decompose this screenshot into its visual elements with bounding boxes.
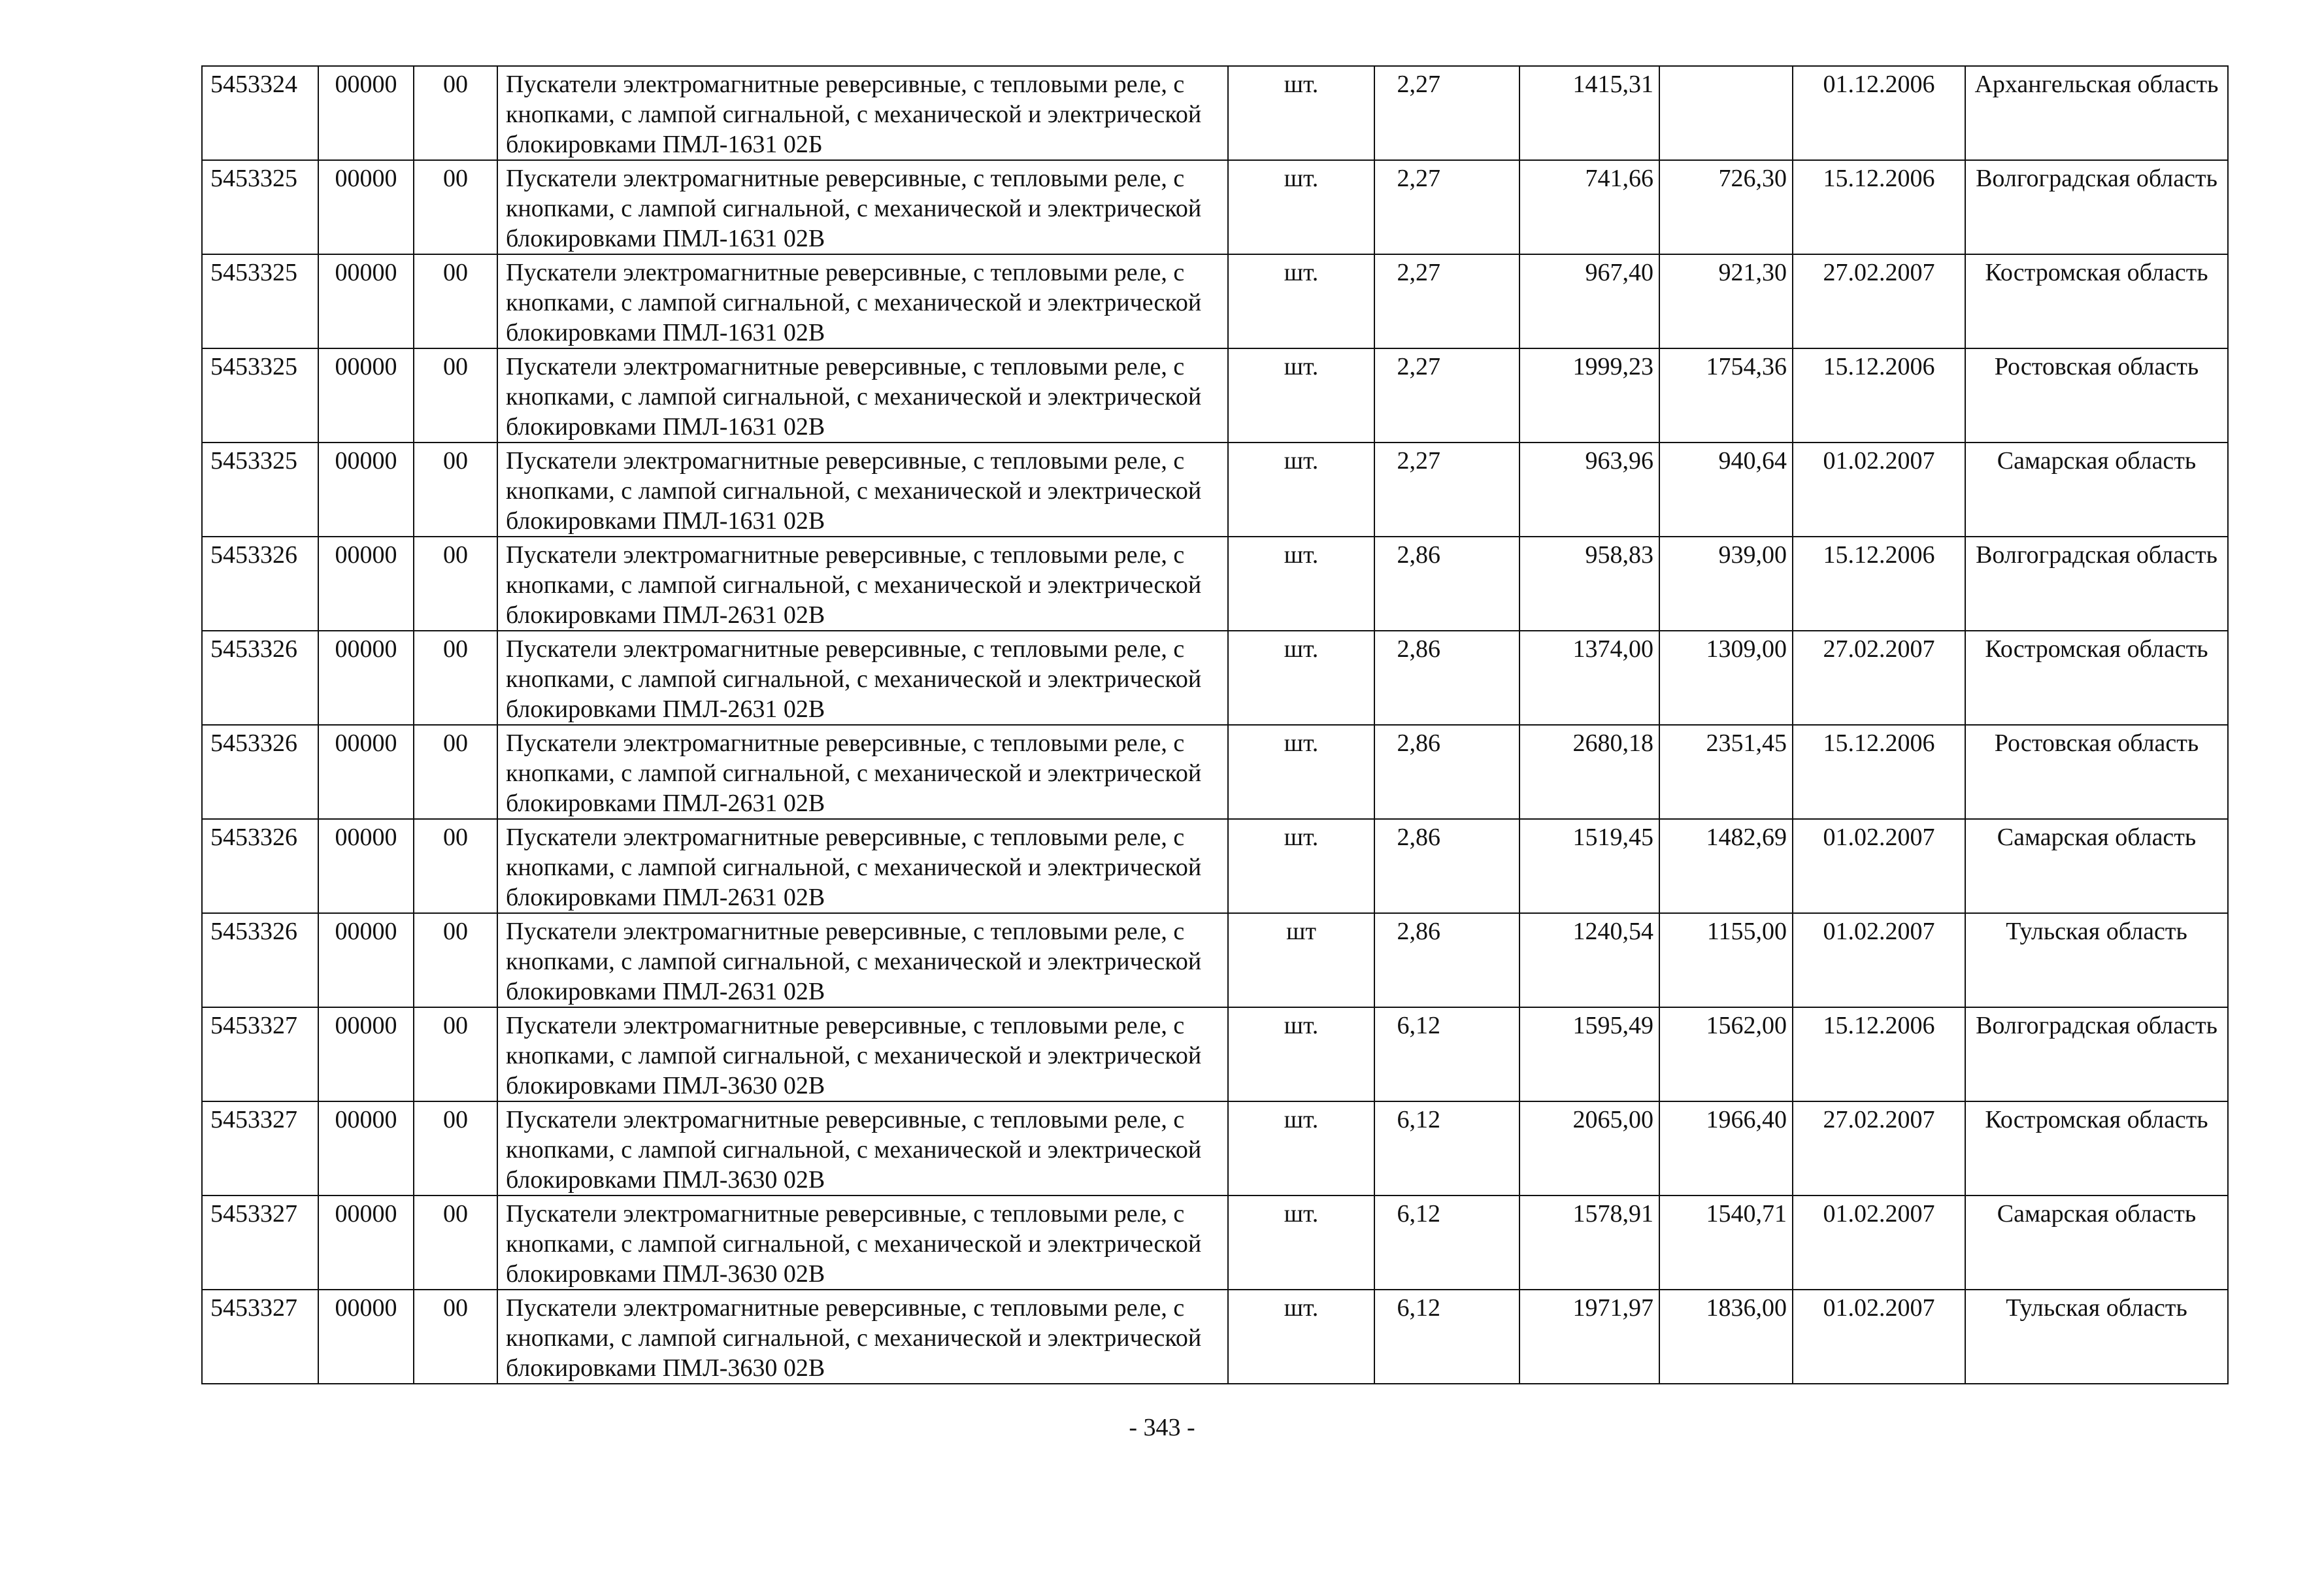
unit-cell: шт. <box>1228 1101 1374 1196</box>
price-alt-cell: 1836,00 <box>1659 1290 1793 1384</box>
price-cell: 1578,91 <box>1519 1196 1659 1290</box>
subcode-cell: 00000 <box>318 66 414 160</box>
product-code-cell: 5453326 <box>202 725 318 819</box>
subcode-cell: 00000 <box>318 254 414 348</box>
price-cell: 958,83 <box>1519 537 1659 631</box>
table-row <box>202 1007 2228 1101</box>
subcode-cell: 00000 <box>318 1007 414 1101</box>
table-row <box>202 348 2228 443</box>
quantity-cell: 6,12 <box>1374 1007 1519 1101</box>
product-name-cell: Пускатели электромагнитные реверсивные, с тепловыми реле, с кнопками, с лампой сигнальной, с механической и электрической блокировками ПМЛ-2631 02В <box>497 537 1228 631</box>
unit-cell: шт. <box>1228 160 1374 254</box>
price-alt-cell: 921,30 <box>1659 254 1793 348</box>
table-row <box>202 1196 2228 1290</box>
price-cell: 1519,45 <box>1519 819 1659 913</box>
product-name-cell: Пускатели электромагнитные реверсивные, с тепловыми реле, с кнопками, с лампой сигнальной, с механической и электрической блокировками ПМЛ-3630 02В <box>497 1196 1228 1290</box>
product-code-cell: 5453325 <box>202 348 318 443</box>
table-row <box>202 443 2228 537</box>
subcode-cell: 00000 <box>318 913 414 1007</box>
price-cell: 1595,49 <box>1519 1007 1659 1101</box>
subcode-cell: 00000 <box>318 443 414 537</box>
table-row <box>202 1101 2228 1196</box>
product-name-cell: Пускатели электромагнитные реверсивные, с тепловыми реле, с кнопками, с лампой сигнальной, с механической и электрической блокировками ПМЛ-3630 02В <box>497 1290 1228 1384</box>
quantity-cell: 6,12 <box>1374 1196 1519 1290</box>
table-row <box>202 160 2228 254</box>
product-name-cell: Пускатели электромагнитные реверсивные, с тепловыми реле, с кнопками, с лампой сигнальной, с механической и электрической блокировками ПМЛ-1631 02В <box>497 254 1228 348</box>
date-cell: 01.12.2006 <box>1793 66 1965 160</box>
table-row <box>202 1290 2228 1384</box>
product-name-cell: Пускатели электромагнитные реверсивные, с тепловыми реле, с кнопками, с лампой сигнальной, с механической и электрической блокировками ПМЛ-3630 02В <box>497 1007 1228 1101</box>
product-code-cell: 5453327 <box>202 1290 318 1384</box>
product-code-cell: 5453326 <box>202 819 318 913</box>
unit-cell: шт. <box>1228 254 1374 348</box>
product-name-cell: Пускатели электромагнитные реверсивные, с тепловыми реле, с кнопками, с лампой сигнальной, с механической и электрической блокировками ПМЛ-3630 02В <box>497 1101 1228 1196</box>
quantity-cell: 2,86 <box>1374 537 1519 631</box>
unit-cell: шт. <box>1228 1196 1374 1290</box>
quantity-cell: 2,86 <box>1374 725 1519 819</box>
subcode2-cell: 00 <box>414 1290 497 1384</box>
unit-cell: шт. <box>1228 1290 1374 1384</box>
table-row <box>202 537 2228 631</box>
date-cell: 15.12.2006 <box>1793 348 1965 443</box>
product-code-cell: 5453324 <box>202 66 318 160</box>
subcode2-cell: 00 <box>414 160 497 254</box>
quantity-cell: 6,12 <box>1374 1101 1519 1196</box>
product-name-cell: Пускатели электромагнитные реверсивные, с тепловыми реле, с кнопками, с лампой сигнальной, с механической и электрической блокировками ПМЛ-1631 02В <box>497 443 1228 537</box>
page-number: - 343 - <box>1129 1414 1195 1441</box>
subcode2-cell: 00 <box>414 348 497 443</box>
subcode2-cell: 00 <box>414 1101 497 1196</box>
quantity-cell: 6,12 <box>1374 1290 1519 1384</box>
price-alt-cell: 1482,69 <box>1659 819 1793 913</box>
date-cell: 27.02.2007 <box>1793 254 1965 348</box>
price-cell: 1971,97 <box>1519 1290 1659 1384</box>
subcode2-cell: 00 <box>414 443 497 537</box>
table-row <box>202 66 2228 160</box>
price-cell: 1374,00 <box>1519 631 1659 725</box>
region-cell: Самарская область <box>1965 1196 2228 1290</box>
price-cell: 2065,00 <box>1519 1101 1659 1196</box>
subcode-cell: 00000 <box>318 725 414 819</box>
subcode-cell: 00000 <box>318 631 414 725</box>
date-cell: 01.02.2007 <box>1793 1196 1965 1290</box>
product-name-cell: Пускатели электромагнитные реверсивные, с тепловыми реле, с кнопками, с лампой сигнальной, с механической и электрической блокировками ПМЛ-1631 02В <box>497 160 1228 254</box>
region-cell: Архангельская область <box>1965 66 2228 160</box>
unit-cell: шт. <box>1228 725 1374 819</box>
table-row <box>202 631 2228 725</box>
price-alt-cell: 1155,00 <box>1659 913 1793 1007</box>
price-cell: 967,40 <box>1519 254 1659 348</box>
product-name-cell: Пускатели электромагнитные реверсивные, с тепловыми реле, с кнопками, с лампой сигнальной, с механической и электрической блокировками ПМЛ-2631 02В <box>497 913 1228 1007</box>
table-row <box>202 913 2228 1007</box>
price-alt-cell: 2351,45 <box>1659 725 1793 819</box>
price-table <box>201 65 2229 1384</box>
table-row <box>202 819 2228 913</box>
price-alt-cell: 1966,40 <box>1659 1101 1793 1196</box>
subcode2-cell: 00 <box>414 537 497 631</box>
region-cell: Самарская область <box>1965 443 2228 537</box>
subcode2-cell: 00 <box>414 913 497 1007</box>
price-cell: 741,66 <box>1519 160 1659 254</box>
subcode2-cell: 00 <box>414 819 497 913</box>
product-code-cell: 5453327 <box>202 1101 318 1196</box>
price-cell: 1240,54 <box>1519 913 1659 1007</box>
region-cell: Костромская область <box>1965 631 2228 725</box>
date-cell: 01.02.2007 <box>1793 913 1965 1007</box>
region-cell: Самарская область <box>1965 819 2228 913</box>
quantity-cell: 2,27 <box>1374 254 1519 348</box>
date-cell: 15.12.2006 <box>1793 1007 1965 1101</box>
product-name-cell: Пускатели электромагнитные реверсивные, с тепловыми реле, с кнопками, с лампой сигнальной, с механической и электрической блокировками ПМЛ-1631 02В <box>497 348 1228 443</box>
region-cell: Волгоградская область <box>1965 1007 2228 1101</box>
unit-cell: шт. <box>1228 537 1374 631</box>
subcode2-cell: 00 <box>414 1196 497 1290</box>
unit-cell: шт. <box>1228 66 1374 160</box>
region-cell: Ростовская область <box>1965 725 2228 819</box>
product-code-cell: 5453325 <box>202 254 318 348</box>
product-name-cell: Пускатели электромагнитные реверсивные, с тепловыми реле, с кнопками, с лампой сигнальной, с механической и электрической блокировками ПМЛ-2631 02В <box>497 725 1228 819</box>
unit-cell: шт. <box>1228 348 1374 443</box>
unit-cell: шт. <box>1228 631 1374 725</box>
subcode-cell: 00000 <box>318 160 414 254</box>
quantity-cell: 2,86 <box>1374 631 1519 725</box>
subcode2-cell: 00 <box>414 725 497 819</box>
subcode2-cell: 00 <box>414 631 497 725</box>
date-cell: 27.02.2007 <box>1793 631 1965 725</box>
date-cell: 01.02.2007 <box>1793 443 1965 537</box>
date-cell: 15.12.2006 <box>1793 537 1965 631</box>
quantity-cell: 2,86 <box>1374 913 1519 1007</box>
region-cell: Костромская область <box>1965 1101 2228 1196</box>
region-cell: Ростовская область <box>1965 348 2228 443</box>
region-cell: Костромская область <box>1965 254 2228 348</box>
price-cell: 1999,23 <box>1519 348 1659 443</box>
subcode-cell: 00000 <box>318 537 414 631</box>
date-cell: 01.02.2007 <box>1793 1290 1965 1384</box>
price-alt-cell: 1754,36 <box>1659 348 1793 443</box>
price-cell: 2680,18 <box>1519 725 1659 819</box>
price-alt-cell: 1309,00 <box>1659 631 1793 725</box>
subcode-cell: 00000 <box>318 1101 414 1196</box>
product-code-cell: 5453325 <box>202 443 318 537</box>
product-code-cell: 5453326 <box>202 631 318 725</box>
price-alt-cell: 1540,71 <box>1659 1196 1793 1290</box>
product-code-cell: 5453325 <box>202 160 318 254</box>
product-code-cell: 5453327 <box>202 1196 318 1290</box>
date-cell: 15.12.2006 <box>1793 725 1965 819</box>
quantity-cell: 2,27 <box>1374 160 1519 254</box>
subcode-cell: 00000 <box>318 348 414 443</box>
date-cell: 27.02.2007 <box>1793 1101 1965 1196</box>
product-code-cell: 5453326 <box>202 913 318 1007</box>
price-cell: 1415,31 <box>1519 66 1659 160</box>
product-name-cell: Пускатели электромагнитные реверсивные, с тепловыми реле, с кнопками, с лампой сигнальной, с механической и электрической блокировками ПМЛ-2631 02В <box>497 819 1228 913</box>
unit-cell: шт <box>1228 913 1374 1007</box>
table-row <box>202 725 2228 819</box>
region-cell: Тульская область <box>1965 913 2228 1007</box>
subcode-cell: 00000 <box>318 1290 414 1384</box>
subcode-cell: 00000 <box>318 1196 414 1290</box>
unit-cell: шт. <box>1228 1007 1374 1101</box>
product-code-cell: 5453326 <box>202 537 318 631</box>
quantity-cell: 2,86 <box>1374 819 1519 913</box>
table-body <box>202 66 2228 1384</box>
date-cell: 15.12.2006 <box>1793 160 1965 254</box>
price-alt-cell <box>1659 66 1793 160</box>
unit-cell: шт. <box>1228 443 1374 537</box>
date-cell: 01.02.2007 <box>1793 819 1965 913</box>
unit-cell: шт. <box>1228 819 1374 913</box>
table-row <box>202 254 2228 348</box>
subcode2-cell: 00 <box>414 66 497 160</box>
quantity-cell: 2,27 <box>1374 443 1519 537</box>
product-code-cell: 5453327 <box>202 1007 318 1101</box>
subcode2-cell: 00 <box>414 1007 497 1101</box>
price-alt-cell: 939,00 <box>1659 537 1793 631</box>
quantity-cell: 2,27 <box>1374 348 1519 443</box>
quantity-cell: 2,27 <box>1374 66 1519 160</box>
subcode2-cell: 00 <box>414 254 497 348</box>
price-alt-cell: 940,64 <box>1659 443 1793 537</box>
region-cell: Волгоградская область <box>1965 537 2228 631</box>
price-alt-cell: 726,30 <box>1659 160 1793 254</box>
price-alt-cell: 1562,00 <box>1659 1007 1793 1101</box>
product-name-cell: Пускатели электромагнитные реверсивные, с тепловыми реле, с кнопками, с лампой сигнальной, с механической и электрической блокировками ПМЛ-2631 02В <box>497 631 1228 725</box>
product-name-cell: Пускатели электромагнитные реверсивные, с тепловыми реле, с кнопками, с лампой сигнальной, с механической и электрической блокировками ПМЛ-1631 02Б <box>497 66 1228 160</box>
price-cell: 963,96 <box>1519 443 1659 537</box>
region-cell: Тульская область <box>1965 1290 2228 1384</box>
subcode-cell: 00000 <box>318 819 414 913</box>
region-cell: Волгоградская область <box>1965 160 2228 254</box>
